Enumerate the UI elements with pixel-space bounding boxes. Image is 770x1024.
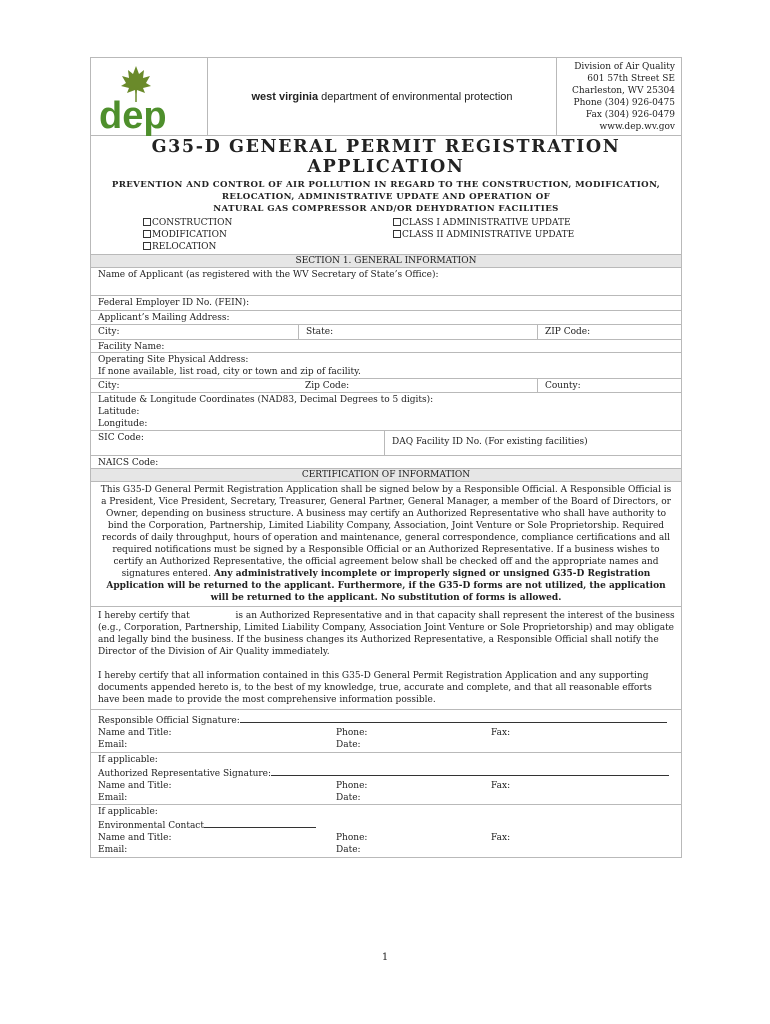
department-name: [207, 58, 556, 135]
authorized-rep-name-blank[interactable]: [193, 608, 233, 618]
naics-field[interactable]: NAICS Code:: [91, 456, 681, 469]
form-subtitle-2: RELOCATION, ADMINISTRATIVE UPDATE AND OPERATION OF: [221, 192, 551, 202]
checkbox-relocation[interactable]: RELOCATION: [143, 241, 393, 253]
coordinates-label: Latitude & Longitude Coordinates (NAD83, Decimal Degrees to 5 digits):: [98, 395, 434, 405]
application-type-options: [91, 215, 681, 254]
certification-heading: CERTIFICATION OF INFORMATION: [91, 469, 681, 482]
email-field[interactable]: Email:: [98, 740, 128, 750]
address-line: www.dep.wv.gov: [599, 122, 675, 132]
authorized-rep-statement: I hereby certify that is an Authorized Representative and in that capacity shall represent the interest of the business (e.g., Corporation, Partnership, Limited Liability Company, Association Joint Venture or Sole Proprietorship) and may obligate and legally bind the business. If the business changes its Authorized Representative, a Responsible Official shall notify the Director of the Division of Air Quality immediately.: [98, 608, 675, 658]
certification-statements: [91, 607, 681, 710]
latitude-label: Latitude:: [98, 407, 140, 417]
city-field-2[interactable]: City:: [98, 381, 120, 391]
facility-name-field[interactable]: Facility Name:: [91, 340, 681, 353]
form-page: [90, 57, 682, 858]
sic-field[interactable]: SIC Code:: [98, 433, 144, 443]
date-field[interactable]: Date:: [336, 845, 361, 855]
maple-leaf-icon: [91, 58, 207, 136]
daq-id-field[interactable]: DAQ Facility ID No. (For existing facilities): [384, 431, 681, 455]
form-title: G35-D GENERAL PERMIT REGISTRATION APPLICATION: [151, 137, 621, 177]
environmental-contact-line[interactable]: Environmental Contact: [98, 818, 675, 832]
form-subtitle-3: NATURAL GAS COMPRESSOR AND/OR DEHYDRATION FACILITIES: [213, 204, 559, 214]
checkbox-icon: [143, 218, 151, 226]
checkbox-icon: [393, 230, 401, 238]
email-field[interactable]: Email:: [98, 845, 128, 855]
zip-field[interactable]: ZIP Code:: [537, 325, 681, 339]
date-field[interactable]: Date:: [336, 793, 361, 803]
city-field[interactable]: City:: [98, 327, 120, 337]
title-block: [91, 136, 681, 255]
state-field[interactable]: State:: [298, 325, 537, 339]
checkbox-icon: [143, 230, 151, 238]
date-field[interactable]: Date:: [336, 740, 361, 750]
county-field[interactable]: County:: [537, 379, 681, 392]
signature-block-responsible: [91, 710, 681, 753]
certification-paragraph: This G35-D General Permit Registration Application shall be signed below by a Responsible Official. A Responsible Official is a President, Vice President, Secretary, Treasurer, General Partner, General Manager, a member of the Board of Directors, or Owner, depending on business structure. A business may certify an Authorized Representative who shall have authority to bind the Corporation, Partnership, Limited Liability Company, Association, Joint Venture or Sole Proprietorship. Required records of daily throughput, hours of operation and maintenance, general correspondence, compliance certifications and all required notifications must be signed by a Responsible Official or an Authorized Representative. If a business wishes to certify an Authorized Representative, the official agreement below shall be checked off and the appropriate names and signatures entered.: [100, 485, 672, 579]
fax-field[interactable]: Fax:: [491, 781, 511, 791]
phone-field[interactable]: Phone:: [336, 833, 368, 843]
org-dept: department of environmental protection: [321, 90, 513, 103]
checkbox-class-1-update[interactable]: CLASS I ADMINISTRATIVE UPDATE: [393, 217, 574, 229]
name-title-field[interactable]: Name and Title:: [98, 728, 172, 738]
certification-warning: Any administratively incomplete or improperly signed or unsigned G35-D Registration Application will be returned to the applicant. Furthermore, if the G35-D forms are not utilized, the application will be returned to the applicant. No substitution of forms is allowed.: [106, 569, 666, 603]
city-zip-county-row: [91, 379, 681, 393]
city-state-zip-row: [91, 325, 681, 340]
agency-address: [556, 58, 681, 135]
phone-field[interactable]: Phone:: [336, 781, 368, 791]
certification-text: [91, 482, 681, 607]
name-title-field[interactable]: Name and Title:: [98, 833, 172, 843]
site-address-label: Operating Site Physical Address:: [98, 355, 249, 365]
site-address-note: If none available, list road, city or town and zip of facility.: [98, 367, 361, 377]
fax-field[interactable]: Fax:: [491, 728, 511, 738]
address-line: Phone (304) 926-0475: [573, 98, 675, 108]
sic-daq-row: [91, 431, 681, 456]
form-subtitle-1: PREVENTION AND CONTROL OF AIR POLLUTION IN REGARD TO THE CONSTRUCTION, MODIFICATION,: [111, 180, 661, 190]
page-number: 1: [381, 952, 389, 963]
org-state: west virginia: [251, 90, 319, 103]
authorized-signature-line[interactable]: Authorized Representative Signature:: [98, 766, 675, 780]
fax-field[interactable]: Fax:: [491, 833, 511, 843]
coordinates-field[interactable]: [91, 393, 681, 431]
address-line: Division of Air Quality: [574, 62, 675, 72]
if-applicable-label: If applicable:: [98, 755, 158, 765]
fein-field[interactable]: Federal Employer ID No. (FEIN):: [91, 296, 681, 311]
site-address-field[interactable]: [91, 353, 681, 379]
checkbox-class-2-update[interactable]: CLASS II ADMINISTRATIVE UPDATE: [393, 229, 574, 241]
phone-field[interactable]: Phone:: [336, 728, 368, 738]
zip-field-2[interactable]: Zip Code:: [305, 381, 350, 391]
longitude-label: Longitude:: [98, 419, 148, 429]
logo-text: dep: [99, 95, 167, 136]
checkbox-icon: [393, 218, 401, 226]
address-line: Fax (304) 926-0479: [585, 110, 675, 120]
letterhead: [91, 58, 681, 136]
name-title-field[interactable]: Name and Title:: [98, 781, 172, 791]
signature-block-authorized: [91, 753, 681, 805]
checkbox-construction[interactable]: CONSTRUCTION: [143, 217, 393, 229]
email-field[interactable]: Email:: [98, 793, 128, 803]
mailing-address-field[interactable]: Applicant’s Mailing Address:: [91, 311, 681, 325]
dep-logo: [91, 58, 207, 135]
checkbox-icon: [143, 242, 151, 250]
if-applicable-label: If applicable:: [98, 807, 158, 817]
section-1-heading: SECTION 1. GENERAL INFORMATION: [91, 255, 681, 268]
checkbox-modification[interactable]: MODIFICATION: [143, 229, 393, 241]
applicant-name-field[interactable]: Name of Applicant (as registered with the WV Secretary of State’s Office):: [91, 268, 681, 296]
responsible-signature-line[interactable]: Responsible Official Signature:: [98, 713, 675, 727]
address-line: Charleston, WV 25304: [572, 86, 675, 96]
signature-block-environmental: [91, 805, 681, 857]
accuracy-statement: I hereby certify that all information contained in this G35-D General Permit Registration Application and any supporting documents appended hereto is, to the best of my knowledge, true, accurate and complete, and that all reasonable efforts have been made to provide the most comprehensive information possible.: [98, 671, 652, 705]
address-line: 601 57th Street SE: [587, 74, 675, 84]
